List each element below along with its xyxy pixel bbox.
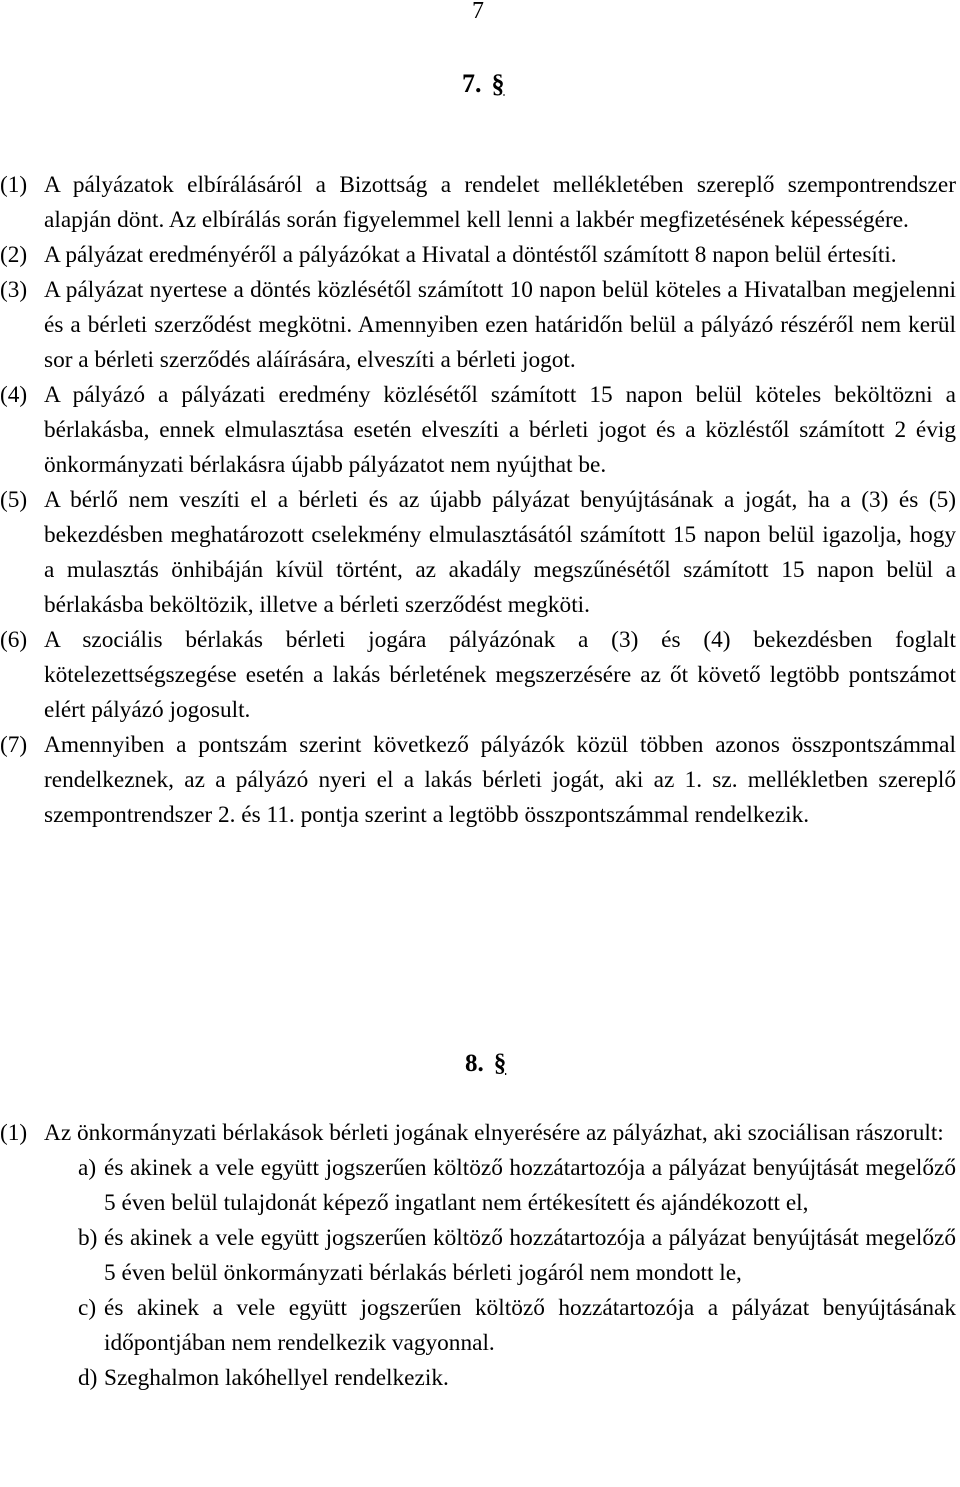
list-item-text: és akinek a vele együtt jogszerűen költöző hozzátartozója a pályázat benyújtását megelőző 5 éven belül önkormányzati bérlakás bérleti jogáról nem mondott le, (104, 1225, 956, 1286)
list-item-marker: d) (78, 1365, 98, 1391)
paragraph-number: (6) (0, 627, 28, 653)
list-item-text: és akinek a vele együtt jogszerűen költöző hozzátartozója a pályázat benyújtását megelőző 5 éven belül tulajdonát képező ingatlant nem értékesített és ajándékozott el, (104, 1155, 956, 1216)
paragraph-text: A pályázat eredményéről a pályázókat a Hivatal a döntéstől számított 8 napon belül értesíti. (44, 242, 897, 268)
list-item-text: Szeghalmon lakóhellyel rendelkezik. (104, 1365, 449, 1391)
paragraph-text: A pályázat nyertese a döntés közlésétől számított 10 napon belül köteles a Hivatalban megjelenni és a bérleti szerződést megkötni. Amennyiben ezen határidőn belül a pályázó részéről nem kerül sor a bérleti szerződés aláírására, elveszíti a bérleti jogot. (44, 277, 956, 373)
paragraph-text: A pályázatok elbírálásáról a Bizottság a rendelet mellékletében szereplő szempontrendszer alapján dönt. Az elbírálás során figyelemmel kell lenni a lakbér megfizetésének képességére. (44, 172, 956, 233)
paragraph-number: (2) (0, 242, 28, 268)
section-sign: § (491, 69, 505, 98)
section-number: 8. (465, 1050, 484, 1077)
paragraph-number: (1) (0, 172, 28, 198)
paragraph (0, 483, 956, 623)
list-item-text: és akinek a vele együtt jogszerűen költöző hozzátartozója a pályázat benyújtásának időpontjában nem rendelkezik vagyonnal. (104, 1295, 956, 1356)
paragraph-text: Az önkormányzati bérlakások bérleti jogának elnyerésére az pályázhat, aki szociálisan rászorult: (44, 1120, 944, 1146)
paragraph-number: (5) (0, 487, 28, 513)
list-item (78, 1361, 956, 1396)
section-sign: § (493, 1050, 507, 1077)
paragraph (0, 378, 956, 483)
list-item-marker: b) (78, 1225, 98, 1251)
paragraph-text: Amennyiben a pontszám szerint következő pályázók közül többen azonos összpontszámmal rendelkeznek, az a pályázó nyeri el a lakás bérleti jogát, aki az 1. sz. mellékletben szereplő szempontrendszer 2. és 11. pontja szerint a legtöbb összpontszámmal rendelkezik. (44, 732, 956, 828)
paragraph (0, 273, 956, 378)
list-item-marker: c) (78, 1295, 97, 1321)
paragraph-number: (7) (0, 732, 28, 758)
section-number: 7. (462, 69, 482, 98)
list-item (78, 1291, 956, 1361)
list-item (78, 1151, 956, 1221)
page-number: 7 (472, 0, 484, 24)
paragraph-text: A bérlő nem veszíti el a bérleti és az újabb pályázat benyújtásának a jogát, ha a (3) és (5) bekezdésben meghatározott cselekmény elmulasztásától számított 15 napon belül igazolja, hogy a mulasztás önhibáján kívül történt, az akadály megszűnésétől számított 15 napon belül a bérlakásba beköltözik, illetve a bérleti szerződést megköti. (44, 487, 956, 618)
list-item (78, 1221, 956, 1291)
paragraph-text: A pályázó a pályázati eredmény közlésétől számított 15 napon belül köteles beköltözni a bérlakásba, ennek elmulasztása esetén elveszíti a bérleti jogot és a közléstől számított 2 évig önkormányzati bérlakásra újabb pályázatot nem nyújthat be. (44, 382, 956, 478)
paragraph (0, 238, 956, 273)
section-7-body (0, 168, 956, 833)
section-heading-7 (462, 68, 505, 100)
list-item-marker: a) (78, 1155, 97, 1181)
paragraph-number: (3) (0, 277, 28, 303)
section-8-body (0, 1116, 956, 1396)
paragraph (0, 1116, 956, 1151)
paragraph (0, 168, 956, 238)
paragraph-text: A szociális bérlakás bérleti jogára pályázónak a (3) és (4) bekezdésben foglalt kötelezettségszegése esetén a lakás bérletének megszerzésére az őt követő legtöbb pontszámot elért pályázó jogosult. (44, 627, 956, 723)
paragraph (0, 623, 956, 728)
paragraph-number: (1) (0, 1120, 28, 1146)
paragraph (0, 728, 956, 833)
section-heading-8 (465, 1048, 506, 1080)
paragraph-number: (4) (0, 382, 28, 408)
